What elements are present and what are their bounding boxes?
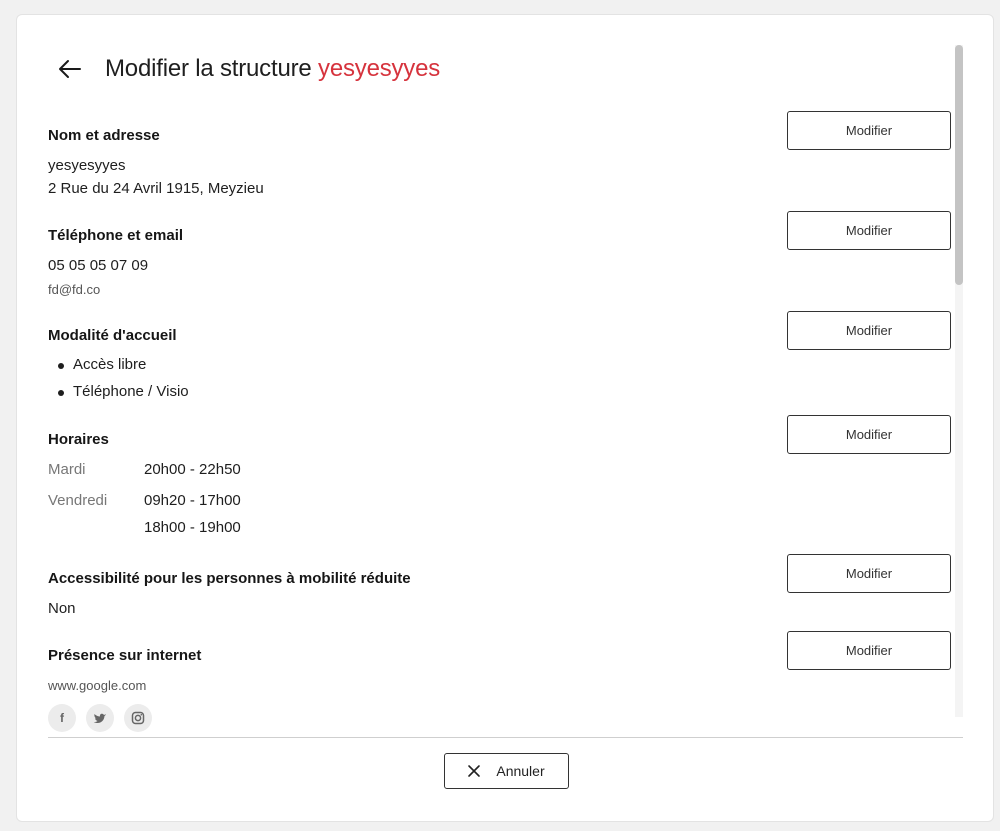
section-name-address: [48, 111, 954, 211]
footer-divider: [48, 737, 963, 738]
section-title-reception: Modalité d'accueil: [48, 327, 177, 344]
page-title: [105, 55, 440, 83]
structure-name: yesyesyyes: [48, 157, 126, 174]
structure-name-accent: yesyesyyes: [318, 55, 441, 82]
edit-contact-button[interactable]: Modifier: [787, 211, 951, 250]
cancel-button[interactable]: [444, 753, 569, 789]
list-item: Accès libre: [48, 351, 189, 378]
back-button[interactable]: [57, 56, 83, 82]
section-internet: [48, 631, 954, 731]
section-title-accessibility: Accessibilité pour les personnes à mobilité réduite: [48, 570, 411, 587]
scrollbar-thumb[interactable]: [955, 45, 963, 285]
section-title-hours: Horaires: [48, 431, 109, 448]
hours-day: Vendredi: [48, 492, 108, 509]
structure-address: 2 Rue du 24 Avril 1915, Meyzieu: [48, 180, 264, 197]
modal-header: [57, 55, 440, 83]
website-link[interactable]: www.google.com: [48, 678, 147, 693]
section-reception: [48, 311, 954, 415]
edit-reception-button[interactable]: Modifier: [787, 311, 951, 350]
reception-list: [48, 351, 189, 405]
email-address: fd@fd.co: [48, 282, 101, 297]
edit-accessibility-button[interactable]: Modifier: [787, 554, 951, 593]
edit-internet-button[interactable]: Modifier: [787, 631, 951, 670]
phone-number: 05 05 05 07 09: [48, 257, 149, 274]
sections-scroll-area: [48, 111, 954, 725]
section-contact: [48, 211, 954, 311]
close-icon: [468, 765, 480, 777]
social-links: [48, 704, 152, 732]
section-title-contact: Téléphone et email: [48, 227, 184, 244]
list-item: Téléphone / Visio: [48, 378, 189, 405]
instagram-icon[interactable]: [124, 704, 152, 732]
page-title-text: Modifier la structure: [105, 55, 312, 82]
hours-slot: 18h00 - 19h00: [144, 519, 241, 536]
facebook-icon[interactable]: f: [48, 704, 76, 732]
accessibility-value: Non: [48, 600, 76, 617]
edit-structure-modal: [16, 14, 994, 822]
section-title-internet: Présence sur internet: [48, 647, 202, 664]
edit-hours-button[interactable]: Modifier: [787, 415, 951, 454]
hours-slot: 09h20 - 17h00: [144, 492, 241, 509]
twitter-icon[interactable]: [86, 704, 114, 732]
edit-name-address-button[interactable]: Modifier: [787, 111, 951, 150]
arrow-left-icon: [58, 59, 82, 79]
section-title-name-address: Nom et adresse: [48, 127, 160, 144]
section-hours: [48, 415, 954, 554]
cancel-button-label: Annuler: [496, 763, 545, 779]
section-accessibility: [48, 554, 954, 631]
hours-day: Mardi: [48, 461, 86, 478]
hours-slot: 20h00 - 22h50: [144, 461, 241, 478]
